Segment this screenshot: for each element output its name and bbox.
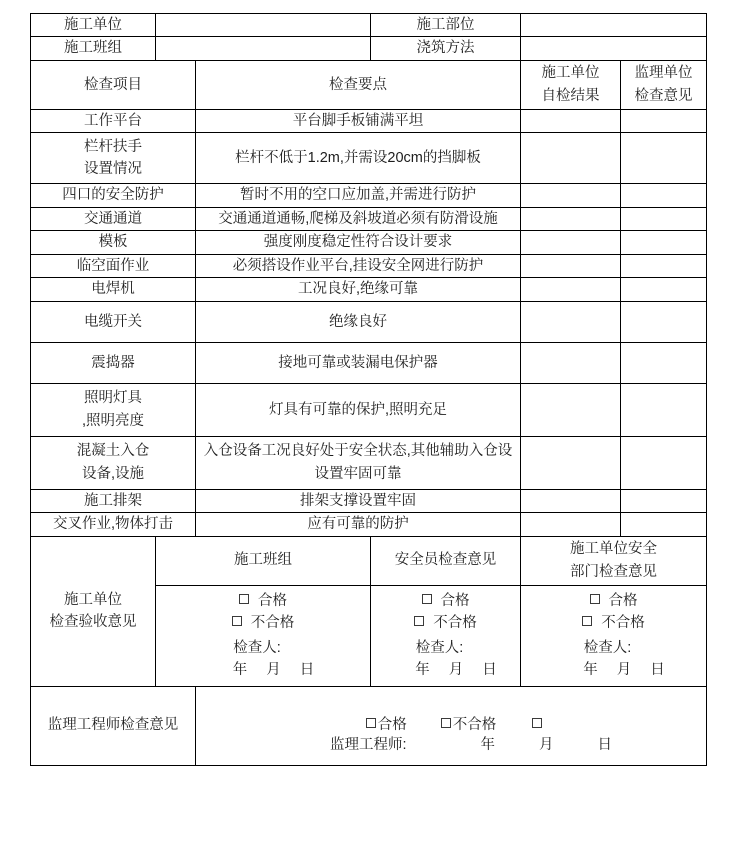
table-row xyxy=(31,184,707,207)
checkbox-icon[interactable] xyxy=(441,718,451,728)
table-row xyxy=(31,489,707,512)
header-supervision-line2: 检查意见 xyxy=(634,87,693,104)
date-line-team[interactable] xyxy=(156,659,370,681)
checkbox-icon[interactable] xyxy=(414,616,424,626)
date-day: 日 xyxy=(597,737,613,754)
header-self-check-result xyxy=(521,60,621,109)
item-supervision[interactable] xyxy=(621,436,707,489)
acceptance-col-header-safety-officer: 安全员检查意见 xyxy=(371,536,521,585)
checkbox-icon[interactable] xyxy=(232,616,242,626)
checkbox-icon[interactable] xyxy=(422,594,432,604)
item-supervision[interactable] xyxy=(621,301,707,342)
item-name-line2: ,照明亮度 xyxy=(81,412,145,429)
label-construction-team: 施工班组 xyxy=(31,37,156,60)
item-supervision[interactable] xyxy=(621,207,707,230)
acceptance-label-line2: 检查验收意见 xyxy=(49,614,137,631)
item-name: 震捣器 xyxy=(31,342,196,383)
table-header-row xyxy=(31,60,707,109)
table-row-team xyxy=(31,37,707,60)
table-row xyxy=(31,133,707,184)
option-pass-label: 合格 xyxy=(258,592,287,609)
header-supervision-line1: 监理单位 xyxy=(634,65,693,82)
date-day: 日 xyxy=(299,662,316,679)
option-pass-label: 合格 xyxy=(440,592,470,609)
item-name-line2: 设置情况 xyxy=(84,161,142,178)
item-name: 四口的安全防护 xyxy=(31,184,196,207)
table-row xyxy=(31,383,707,436)
item-points: 应有可靠的防护 xyxy=(196,513,521,536)
item-points: 必须搭设作业平台,挂设安全网进行防护 xyxy=(196,254,521,277)
item-name: 交通通道 xyxy=(31,207,196,230)
supervisor-signature-label: 监理工程师: xyxy=(329,737,407,754)
option-fail-label: 不合格 xyxy=(250,615,295,632)
item-supervision[interactable] xyxy=(621,513,707,536)
item-points xyxy=(196,436,521,489)
item-points: 接地可靠或装漏电保护器 xyxy=(196,342,521,383)
date-month: 月 xyxy=(448,662,465,679)
table-row xyxy=(31,231,707,254)
item-supervision[interactable] xyxy=(621,278,707,301)
acceptance-label xyxy=(31,536,156,686)
item-self-check[interactable] xyxy=(521,254,621,277)
item-self-check[interactable] xyxy=(521,383,621,436)
checkbox-icon[interactable] xyxy=(532,718,542,728)
date-month: 月 xyxy=(539,737,554,754)
acceptance-col-header-safety-dept xyxy=(521,536,707,585)
item-name xyxy=(31,133,196,184)
option-fail-team[interactable] xyxy=(156,612,370,634)
table-row xyxy=(31,436,707,489)
item-supervision[interactable] xyxy=(621,383,707,436)
item-self-check[interactable] xyxy=(521,489,621,512)
supervisor-block xyxy=(196,686,707,765)
value-construction-part[interactable] xyxy=(521,14,707,37)
header-self-check-line2: 自检结果 xyxy=(541,87,600,104)
date-month: 月 xyxy=(266,662,282,679)
supervisor-label: 监理工程师检查意见 xyxy=(31,686,196,765)
acceptance-col-header-safety-dept-line1: 施工单位安全 xyxy=(570,541,657,558)
item-points: 绝缘良好 xyxy=(196,301,521,342)
item-self-check[interactable] xyxy=(521,109,621,132)
item-name: 电缆开关 xyxy=(31,301,196,342)
header-supervision-opinion xyxy=(621,60,707,109)
item-name-line2: 设备,设施 xyxy=(81,465,145,482)
item-name xyxy=(31,436,196,489)
item-supervision[interactable] xyxy=(621,342,707,383)
table-row-unit xyxy=(31,14,707,37)
checkbox-icon[interactable] xyxy=(582,616,592,626)
acceptance-block-safety-dept xyxy=(521,585,707,686)
item-points: 灯具有可靠的保护,照明充足 xyxy=(196,383,521,436)
item-name: 工作平台 xyxy=(31,109,196,132)
date-day: 日 xyxy=(482,662,498,679)
value-pouring-method[interactable] xyxy=(521,37,707,60)
item-self-check[interactable] xyxy=(521,436,621,489)
item-self-check[interactable] xyxy=(521,301,621,342)
table-row xyxy=(31,513,707,536)
date-month: 月 xyxy=(616,662,633,679)
item-points: 平台脚手板铺满平坦 xyxy=(196,109,521,132)
acceptance-block-safety-officer xyxy=(371,585,521,686)
acceptance-col-header-safety-dept-line2: 部门检查意见 xyxy=(570,563,657,580)
item-name xyxy=(31,383,196,436)
date-line-safety-dept[interactable] xyxy=(521,659,706,681)
item-self-check[interactable] xyxy=(521,184,621,207)
inspection-form-table xyxy=(30,13,707,766)
table-row xyxy=(31,278,707,301)
checkbox-icon[interactable] xyxy=(590,594,600,604)
item-points: 交通通道通畅,爬梯及斜坡道必须有防滑设施 xyxy=(196,207,521,230)
acceptance-col-header-team: 施工班组 xyxy=(156,536,371,585)
option-pass-label: 合格 xyxy=(608,592,638,609)
checkbox-icon[interactable] xyxy=(239,594,249,604)
acceptance-label-line1: 施工单位 xyxy=(64,591,122,608)
date-day: 日 xyxy=(650,662,666,679)
option-fail-safety-dept[interactable] xyxy=(521,612,706,634)
item-self-check[interactable] xyxy=(521,342,621,383)
option-fail-label: 不合格 xyxy=(433,615,477,632)
inspector-label-team[interactable]: 检查人: xyxy=(233,639,281,656)
date-year: 年 xyxy=(232,662,249,679)
label-construction-unit: 施工单位 xyxy=(31,14,156,37)
option-pass-safety-dept[interactable] xyxy=(521,590,706,612)
item-points: 排架支撑设置牢固 xyxy=(196,489,521,512)
inspector-label-safety-officer[interactable]: 检查人: xyxy=(415,639,464,656)
item-name-line1: 混凝土入仓 xyxy=(76,443,150,460)
supervisor-signature-line[interactable] xyxy=(196,734,698,756)
item-points-line2: 设置牢固可靠 xyxy=(314,465,402,482)
item-supervision[interactable] xyxy=(621,109,707,132)
option-fail-label: 不合格 xyxy=(601,615,645,632)
acceptance-block-team xyxy=(156,585,371,686)
item-name: 临空面作业 xyxy=(31,254,196,277)
option-pass-team[interactable] xyxy=(156,590,370,612)
item-supervision[interactable] xyxy=(621,231,707,254)
date-year: 年 xyxy=(480,737,496,754)
option-pass-safety-officer[interactable] xyxy=(371,590,520,612)
table-row xyxy=(31,207,707,230)
item-name: 模板 xyxy=(31,231,196,254)
header-self-check-line1: 施工单位 xyxy=(541,65,600,82)
item-points-line1: 入仓设备工况良好处于安全状态,其他辅助入仓设 xyxy=(203,443,513,460)
date-year: 年 xyxy=(583,662,599,679)
header-check-item: 检查项目 xyxy=(31,60,196,109)
value-construction-team[interactable] xyxy=(156,37,371,60)
supervisor-option-pass-label: 合格 xyxy=(377,717,407,734)
item-name: 电焊机 xyxy=(31,278,196,301)
item-supervision[interactable] xyxy=(621,133,707,184)
item-name-line1: 照明灯具 xyxy=(84,390,142,407)
item-name: 交叉作业,物体打击 xyxy=(31,513,196,536)
option-fail-safety-officer[interactable] xyxy=(371,612,520,634)
item-points: 工况良好,绝缘可靠 xyxy=(196,278,521,301)
label-pouring-method: 浇筑方法 xyxy=(371,37,521,60)
date-year: 年 xyxy=(415,662,431,679)
table-row xyxy=(31,342,707,383)
item-supervision[interactable] xyxy=(621,489,707,512)
value-construction-unit[interactable] xyxy=(156,14,371,37)
acceptance-header-row xyxy=(31,536,707,585)
supervisor-options xyxy=(358,710,545,733)
label-construction-part: 施工部位 xyxy=(371,14,521,37)
table-row xyxy=(31,254,707,277)
header-check-points: 检查要点 xyxy=(196,60,521,109)
item-supervision[interactable] xyxy=(621,254,707,277)
table-row xyxy=(31,109,707,132)
inspector-label-safety-dept[interactable]: 检查人: xyxy=(583,639,632,656)
item-points: 栏杆不低于1.2m,并需设20cm的挡脚板 xyxy=(196,133,521,184)
item-name: 施工排架 xyxy=(31,489,196,512)
item-supervision[interactable] xyxy=(621,184,707,207)
item-self-check[interactable] xyxy=(521,231,621,254)
checkbox-icon[interactable] xyxy=(366,718,376,728)
date-line-safety-officer[interactable] xyxy=(371,659,520,681)
item-self-check[interactable] xyxy=(521,278,621,301)
item-self-check[interactable] xyxy=(521,133,621,184)
item-name-line1: 栏杆扶手 xyxy=(84,138,142,155)
item-points: 强度刚度稳定性符合设计要求 xyxy=(196,231,521,254)
supervisor-option-fail-label: 不合格 xyxy=(452,717,497,734)
item-self-check[interactable] xyxy=(521,513,621,536)
item-points: 暂时不用的空口应加盖,并需进行防护 xyxy=(196,184,521,207)
table-row xyxy=(31,301,707,342)
supervisor-row xyxy=(31,686,707,765)
item-self-check[interactable] xyxy=(521,207,621,230)
